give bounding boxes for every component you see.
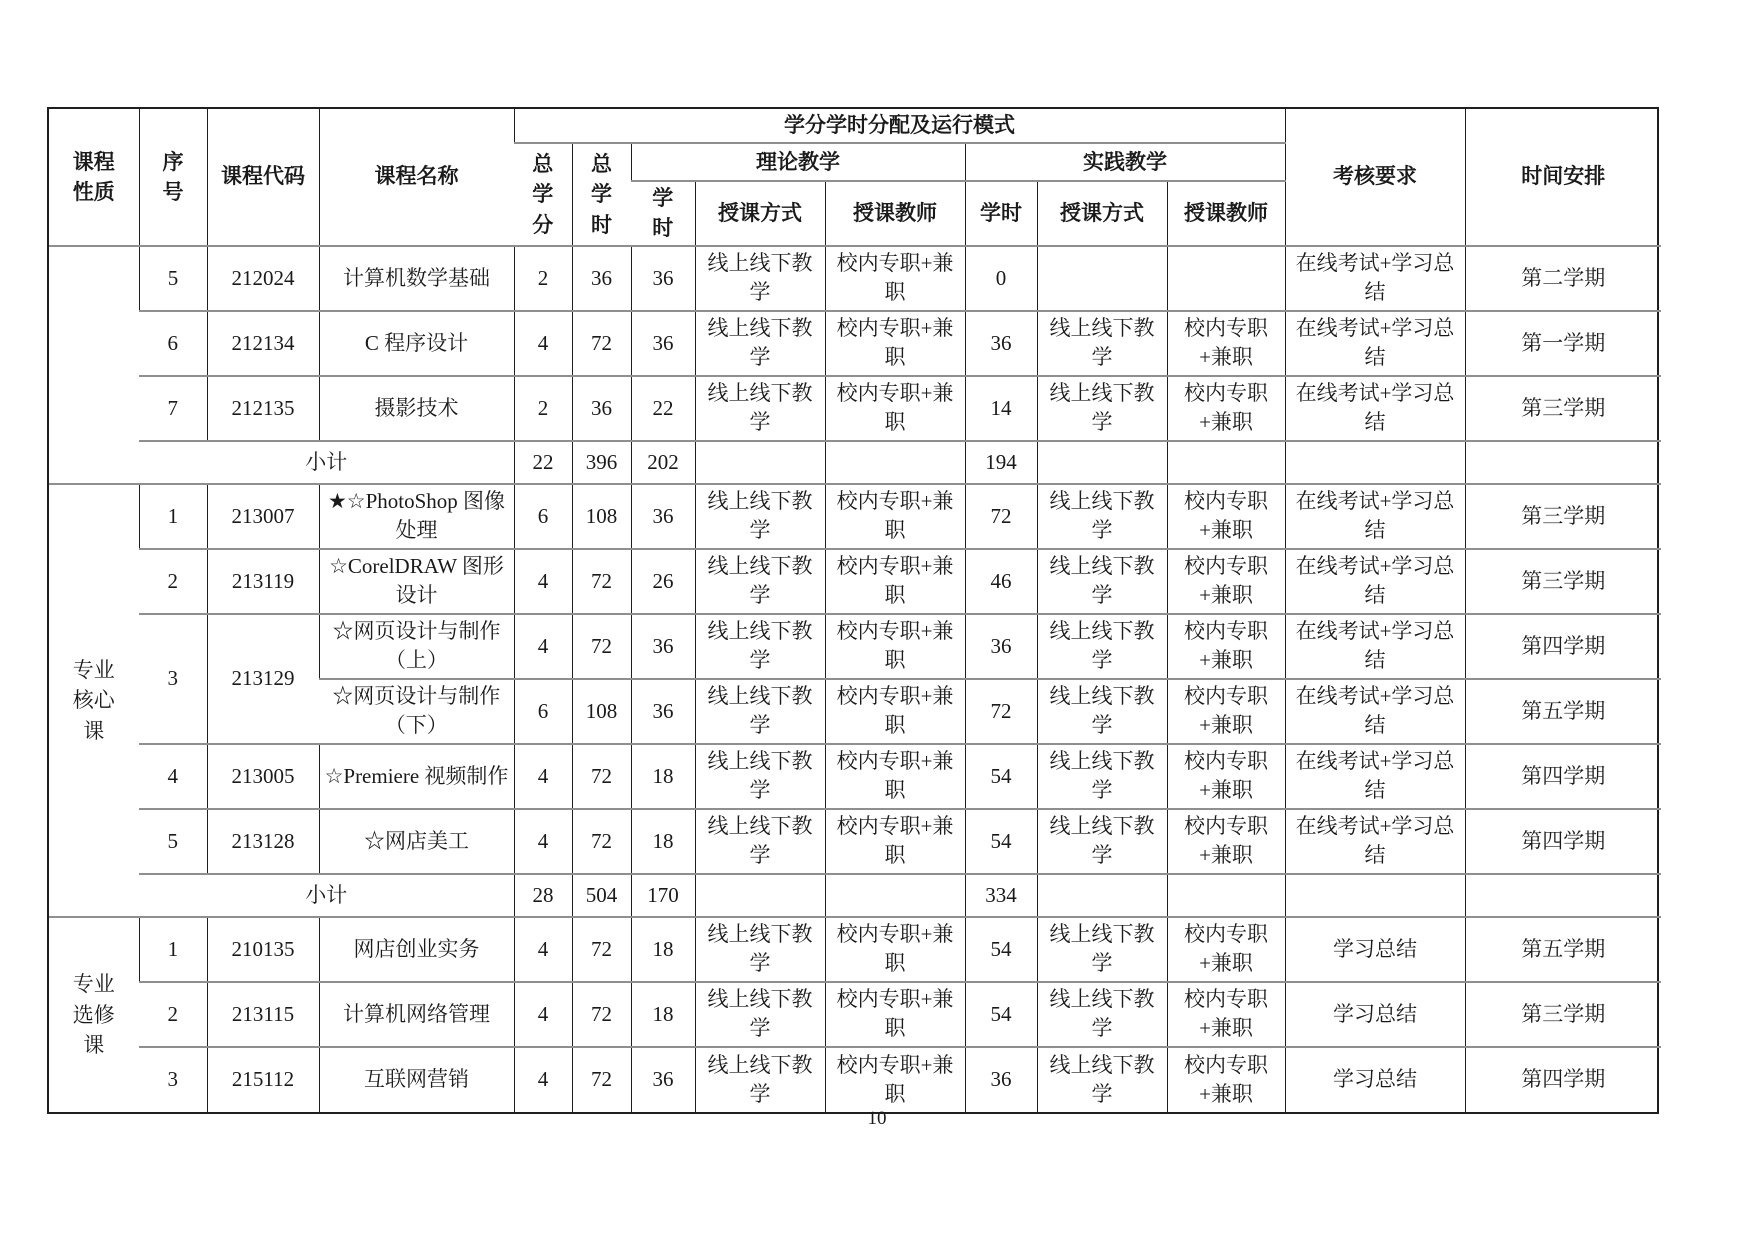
cell-course-name: ☆网店美工: [319, 809, 514, 874]
cell-subtotal-label: 小计: [139, 441, 514, 484]
cell-theory-hours: 18: [631, 809, 695, 874]
cell-total-credits: 4: [514, 917, 572, 982]
cell-practice-mode: 线上线下教学: [1037, 744, 1167, 809]
cell-assessment: 学习总结: [1285, 982, 1465, 1047]
cell-seq: 3: [139, 614, 207, 744]
cell-schedule: 第三学期: [1465, 549, 1661, 614]
cell-practice-teacher: 校内专职+兼职: [1167, 1047, 1285, 1112]
cell-assessment: 在线考试+学习总结: [1285, 549, 1465, 614]
cell-assessment: 在线考试+学习总结: [1285, 246, 1465, 311]
cell-theory-teacher: 校内专职+兼职: [825, 376, 965, 441]
cell-practice-hours: 36: [965, 614, 1037, 679]
cell-practice-mode: 线上线下教学: [1037, 376, 1167, 441]
cell-practice-mode: 线上线下教学: [1037, 809, 1167, 874]
cell-subtotal-practice-mode-empty: [1037, 441, 1167, 484]
cell-theory-mode: 线上线下教学: [695, 484, 825, 549]
cell-total-hours: 72: [572, 982, 631, 1047]
cell-course-code: 213119: [207, 549, 319, 614]
cell-total-credits: 4: [514, 549, 572, 614]
cell-course-name: 网店创业实务: [319, 917, 514, 982]
col-header-course-code: 课程代码: [207, 109, 319, 246]
cell-seq: 5: [139, 246, 207, 311]
cell-course-name: ☆Premiere 视频制作: [319, 744, 514, 809]
cell-theory-mode: 线上线下教学: [695, 614, 825, 679]
table-row: [49, 917, 1661, 982]
cell-total-credits: 2: [514, 246, 572, 311]
cell-assessment: 在线考试+学习总结: [1285, 679, 1465, 744]
cell-schedule: 第三学期: [1465, 376, 1661, 441]
cell-theory-mode: 线上线下教学: [695, 246, 825, 311]
col-header-theory-hours: [631, 181, 695, 246]
cell-total-credits: 4: [514, 982, 572, 1047]
subtotal-row: [49, 441, 1661, 484]
cell-seq: 1: [139, 484, 207, 549]
cell-subtotal-total-hours: 504: [572, 874, 631, 917]
cell-total-credits: 4: [514, 744, 572, 809]
cell-course-code: 213129: [207, 614, 319, 744]
cell-practice-hours: 54: [965, 744, 1037, 809]
cell-practice-hours: 72: [965, 484, 1037, 549]
cell-subtotal-label: 小计: [139, 874, 514, 917]
seq-header-label: 序号: [162, 149, 184, 204]
cell-practice-mode: 线上线下教学: [1037, 311, 1167, 376]
cell-subtotal-credits: 22: [514, 441, 572, 484]
cell-total-hours: 72: [572, 917, 631, 982]
cell-theory-teacher: 校内专职+兼职: [825, 809, 965, 874]
cell-theory-hours: 36: [631, 311, 695, 376]
cell-subtotal-total-hours: 396: [572, 441, 631, 484]
cell-total-hours: 72: [572, 614, 631, 679]
cell-subtotal-practice-hours: 334: [965, 874, 1037, 917]
cell-total-credits: 4: [514, 311, 572, 376]
cell-subtotal-practice-teacher-empty: [1167, 441, 1285, 484]
cell-course-name: C 程序设计: [319, 311, 514, 376]
total-credits-header-label: 总学分: [532, 151, 554, 237]
cell-subtotal-schedule-empty: [1465, 441, 1661, 484]
cell-course-name: 互联网营销: [319, 1047, 514, 1112]
cell-course-code: 212024: [207, 246, 319, 311]
cell-practice-mode: 线上线下教学: [1037, 549, 1167, 614]
cell-course-code: 210135: [207, 917, 319, 982]
table-row: [49, 246, 1661, 311]
cell-course-name: ☆CorelDRAW 图形设计: [319, 549, 514, 614]
cell-practice-hours: 36: [965, 311, 1037, 376]
cell-subtotal-theory-teacher-empty: [825, 874, 965, 917]
cell-subtotal-schedule-empty: [1465, 874, 1661, 917]
cell-theory-hours: 18: [631, 744, 695, 809]
curriculum-table: [49, 109, 1661, 1112]
cell-schedule: 第三学期: [1465, 982, 1661, 1047]
col-header-total-hours: [572, 143, 631, 246]
cell-assessment: 学习总结: [1285, 917, 1465, 982]
cell-practice-teacher: 校内专职+兼职: [1167, 549, 1285, 614]
cell-practice-teacher: 校内专职+兼职: [1167, 376, 1285, 441]
cell-theory-hours: 26: [631, 549, 695, 614]
curriculum-table-body: [49, 246, 1661, 1112]
cell-practice-mode: 线上线下教学: [1037, 679, 1167, 744]
cell-subtotal-credits: 28: [514, 874, 572, 917]
cell-subtotal-theory-teacher-empty: [825, 441, 965, 484]
cell-total-hours: 72: [572, 1047, 631, 1112]
cell-course-nature: [49, 917, 139, 1112]
table-row: [49, 982, 1661, 1047]
col-header-schedule: 时间安排: [1465, 109, 1661, 246]
cell-schedule: 第五学期: [1465, 679, 1661, 744]
cell-course-name: ☆网页设计与制作（下）: [319, 679, 514, 744]
cell-subtotal-theory-hours: 202: [631, 441, 695, 484]
cell-schedule: 第四学期: [1465, 809, 1661, 874]
theory-hours-header-label: 学时: [652, 186, 674, 241]
cell-total-hours: 36: [572, 246, 631, 311]
cell-practice-teacher: 校内专职+兼职: [1167, 809, 1285, 874]
cell-assessment: 在线考试+学习总结: [1285, 809, 1465, 874]
cell-schedule: 第三学期: [1465, 484, 1661, 549]
cell-assessment: 在线考试+学习总结: [1285, 484, 1465, 549]
cell-theory-teacher: 校内专职+兼职: [825, 917, 965, 982]
cell-practice-teacher: 校内专职+兼职: [1167, 679, 1285, 744]
cell-course-nature: [49, 246, 139, 484]
cell-practice-mode: 线上线下教学: [1037, 614, 1167, 679]
cell-assessment: 在线考试+学习总结: [1285, 311, 1465, 376]
cell-theory-teacher: 校内专职+兼职: [825, 311, 965, 376]
cell-schedule: 第一学期: [1465, 311, 1661, 376]
table-row: [49, 549, 1661, 614]
cell-seq: 5: [139, 809, 207, 874]
cell-total-credits: 4: [514, 1047, 572, 1112]
col-header-seq: [139, 109, 207, 246]
cell-seq: 2: [139, 982, 207, 1047]
cell-theory-teacher: 校内专职+兼职: [825, 1047, 965, 1112]
cell-practice-mode: 线上线下教学: [1037, 484, 1167, 549]
course-nature-text: 专业选修课: [72, 972, 115, 1058]
cell-theory-hours: 18: [631, 982, 695, 1047]
cell-subtotal-practice-mode-empty: [1037, 874, 1167, 917]
cell-theory-mode: 线上线下教学: [695, 982, 825, 1047]
cell-practice-mode: 线上线下教学: [1037, 1047, 1167, 1112]
cell-course-name: ☆网页设计与制作（上）: [319, 614, 514, 679]
cell-practice-teacher: 校内专职+兼职: [1167, 744, 1285, 809]
cell-practice-hours: 14: [965, 376, 1037, 441]
cell-theory-teacher: 校内专职+兼职: [825, 679, 965, 744]
cell-theory-mode: 线上线下教学: [695, 917, 825, 982]
cell-assessment: 学习总结: [1285, 1047, 1465, 1112]
table-row: [49, 614, 1661, 679]
cell-subtotal-practice-teacher-empty: [1167, 874, 1285, 917]
cell-total-credits: 6: [514, 484, 572, 549]
table-row: [49, 376, 1661, 441]
cell-theory-mode: 线上线下教学: [695, 311, 825, 376]
cell-total-credits: 6: [514, 679, 572, 744]
cell-course-code: 215112: [207, 1047, 319, 1112]
cell-total-hours: 108: [572, 679, 631, 744]
cell-total-credits: 2: [514, 376, 572, 441]
cell-theory-mode: 线上线下教学: [695, 376, 825, 441]
cell-practice-teacher: 校内专职+兼职: [1167, 484, 1285, 549]
col-header-course-name: 课程名称: [319, 109, 514, 246]
col-header-theory-group: 理论教学: [631, 143, 965, 181]
cell-total-hours: 108: [572, 484, 631, 549]
cell-subtotal-assessment-empty: [1285, 874, 1465, 917]
cell-practice-teacher: 校内专职+兼职: [1167, 982, 1285, 1047]
table-row: [49, 744, 1661, 809]
course-nature-header-label: 课程性质: [72, 149, 115, 204]
table-row: [49, 1047, 1661, 1112]
curriculum-table-container: [47, 107, 1659, 1114]
cell-practice-hours: 46: [965, 549, 1037, 614]
cell-theory-mode: 线上线下教学: [695, 809, 825, 874]
cell-theory-hours: 36: [631, 484, 695, 549]
cell-theory-hours: 36: [631, 1047, 695, 1112]
table-row: [49, 809, 1661, 874]
cell-schedule: 第四学期: [1465, 614, 1661, 679]
cell-course-code: 213115: [207, 982, 319, 1047]
col-header-theory-mode: 授课方式: [695, 181, 825, 246]
cell-total-hours: 72: [572, 809, 631, 874]
col-header-allocation-group: 学分学时分配及运行模式: [514, 109, 1285, 143]
cell-practice-teacher: 校内专职+兼职: [1167, 614, 1285, 679]
col-header-total-credits: [514, 143, 572, 246]
cell-theory-hours: 18: [631, 917, 695, 982]
cell-seq: 3: [139, 1047, 207, 1112]
cell-theory-hours: 36: [631, 679, 695, 744]
cell-theory-mode: 线上线下教学: [695, 744, 825, 809]
cell-course-nature: [49, 484, 139, 917]
table-row: [49, 311, 1661, 376]
cell-theory-mode: 线上线下教学: [695, 1047, 825, 1112]
cell-subtotal-practice-hours: 194: [965, 441, 1037, 484]
col-header-practice-teacher: 授课教师: [1167, 181, 1285, 246]
table-header: [49, 109, 1661, 246]
cell-theory-mode: 线上线下教学: [695, 679, 825, 744]
col-header-assessment: 考核要求: [1285, 109, 1465, 246]
cell-course-code: 213128: [207, 809, 319, 874]
cell-theory-mode: 线上线下教学: [695, 549, 825, 614]
cell-total-hours: 72: [572, 549, 631, 614]
cell-schedule: 第五学期: [1465, 917, 1661, 982]
cell-practice-hours: 0: [965, 246, 1037, 311]
cell-subtotal-theory-mode-empty: [695, 441, 825, 484]
cell-course-name: 计算机网络管理: [319, 982, 514, 1047]
cell-assessment: 在线考试+学习总结: [1285, 376, 1465, 441]
cell-seq: 7: [139, 376, 207, 441]
cell-practice-teacher: [1167, 246, 1285, 311]
cell-theory-teacher: 校内专职+兼职: [825, 246, 965, 311]
cell-course-code: 213007: [207, 484, 319, 549]
page-number: 10: [867, 1108, 887, 1129]
cell-course-code: 212134: [207, 311, 319, 376]
col-header-practice-hours: 学时: [965, 181, 1037, 246]
cell-practice-hours: 36: [965, 1047, 1037, 1112]
cell-seq: 2: [139, 549, 207, 614]
cell-total-hours: 72: [572, 311, 631, 376]
header-row-1: [49, 109, 1661, 143]
col-header-practice-group: 实践教学: [965, 143, 1285, 181]
col-header-practice-mode: 授课方式: [1037, 181, 1167, 246]
cell-subtotal-theory-hours: 170: [631, 874, 695, 917]
cell-seq: 6: [139, 311, 207, 376]
col-header-course-nature: [49, 109, 139, 246]
cell-theory-hours: 36: [631, 614, 695, 679]
cell-practice-hours: 54: [965, 982, 1037, 1047]
cell-practice-teacher: 校内专职+兼职: [1167, 311, 1285, 376]
cell-theory-teacher: 校内专职+兼职: [825, 549, 965, 614]
cell-total-credits: 4: [514, 614, 572, 679]
cell-theory-hours: 22: [631, 376, 695, 441]
cell-course-code: 213005: [207, 744, 319, 809]
course-nature-text: 专业核心课: [72, 657, 115, 743]
cell-practice-hours: 54: [965, 809, 1037, 874]
cell-practice-mode: [1037, 246, 1167, 311]
cell-practice-hours: 54: [965, 917, 1037, 982]
cell-theory-hours: 36: [631, 246, 695, 311]
cell-theory-teacher: 校内专职+兼职: [825, 614, 965, 679]
cell-theory-teacher: 校内专职+兼职: [825, 484, 965, 549]
cell-course-name: 摄影技术: [319, 376, 514, 441]
cell-course-name: 计算机数学基础: [319, 246, 514, 311]
subtotal-row: [49, 874, 1661, 917]
cell-schedule: 第四学期: [1465, 744, 1661, 809]
cell-total-hours: 72: [572, 744, 631, 809]
cell-seq: 4: [139, 744, 207, 809]
cell-theory-teacher: 校内专职+兼职: [825, 744, 965, 809]
cell-total-credits: 4: [514, 809, 572, 874]
cell-subtotal-theory-mode-empty: [695, 874, 825, 917]
cell-practice-mode: 线上线下教学: [1037, 917, 1167, 982]
cell-course-code: 212135: [207, 376, 319, 441]
cell-total-hours: 36: [572, 376, 631, 441]
table-row: [49, 484, 1661, 549]
cell-schedule: 第四学期: [1465, 1047, 1661, 1112]
total-hours-header-label: 总学时: [590, 151, 612, 237]
cell-subtotal-assessment-empty: [1285, 441, 1465, 484]
cell-course-name: ★☆PhotoShop 图像处理: [319, 484, 514, 549]
cell-seq: 1: [139, 917, 207, 982]
cell-assessment: 在线考试+学习总结: [1285, 614, 1465, 679]
cell-assessment: 在线考试+学习总结: [1285, 744, 1465, 809]
cell-theory-teacher: 校内专职+兼职: [825, 982, 965, 1047]
cell-schedule: 第二学期: [1465, 246, 1661, 311]
cell-practice-teacher: 校内专职+兼职: [1167, 917, 1285, 982]
cell-practice-mode: 线上线下教学: [1037, 982, 1167, 1047]
cell-practice-hours: 72: [965, 679, 1037, 744]
col-header-theory-teacher: 授课教师: [825, 181, 965, 246]
